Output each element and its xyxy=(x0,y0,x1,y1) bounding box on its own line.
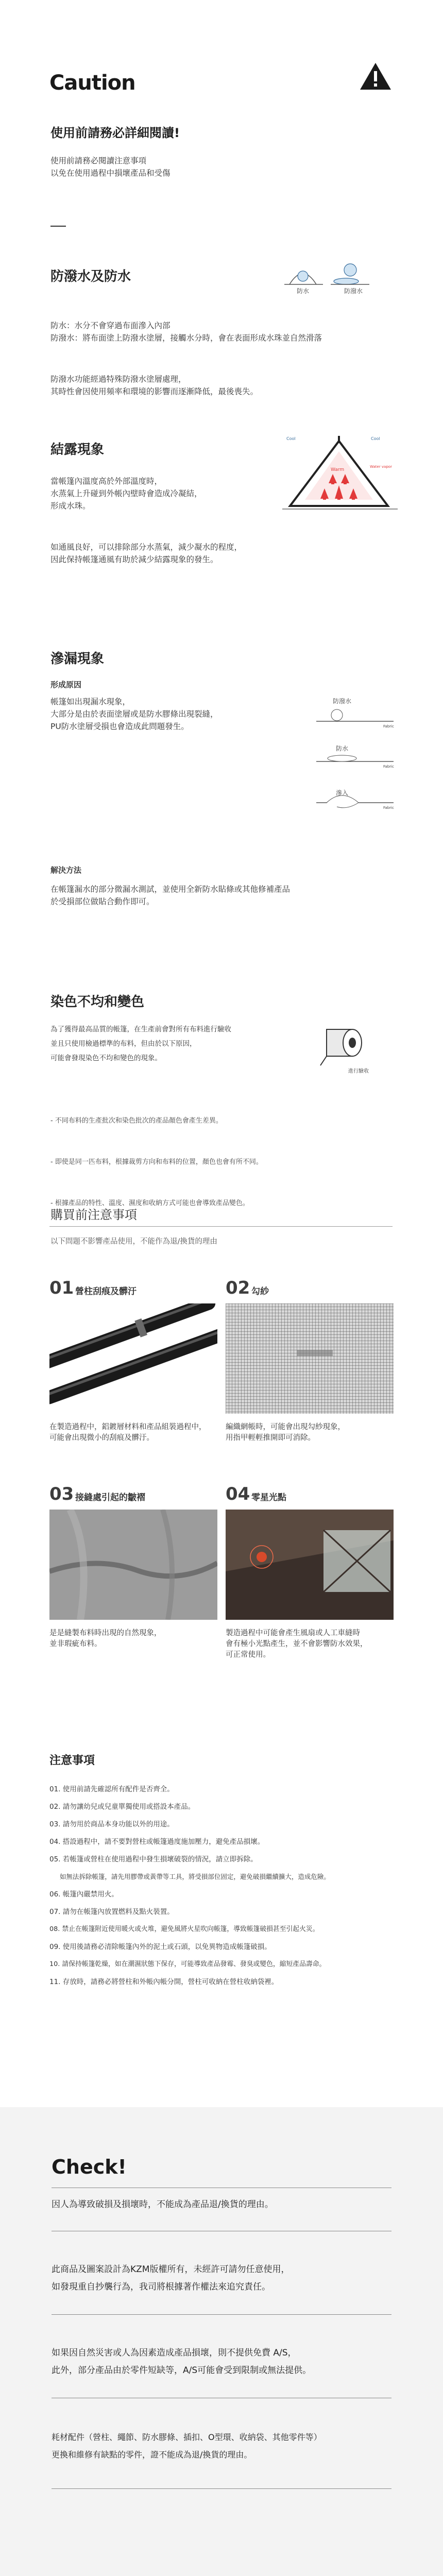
waterproof-text-1: 防水：水分不會穿過布面滲入內部 防潑水：將布面塗上防潑水塗層，接觸水分時，會在表面形成水珠並自然滑落 xyxy=(50,321,322,343)
item-desc: 製造過程中可能會產生風扇或人工車縫時 會有極小光點產生，並不會影響防水效果， 可正常使用。 xyxy=(226,1629,368,1659)
inspect-label: 進行驗收 xyxy=(348,1069,369,1074)
dye-bullet: - 即使是同一匹布料，根據裁剪方向和布料的位置，顏色也會有所不同。 xyxy=(50,1158,263,1166)
item-title: 勾紗 xyxy=(251,1286,269,1297)
note-item: 04. 搭設過程中，請不要對營柱或帳篷過度施加壓力，避免產品損壞。 xyxy=(49,1838,265,1846)
item-number: 02 xyxy=(226,1278,250,1298)
note-item: 02. 請勿讓幼兒或兒童單獨使用或搭設本產品。 xyxy=(49,1803,195,1811)
item-desc: 在製造過程中，鋁鍍層材料和產品組裝過程中， 可能會出現微小的刮痕及髒汙。 xyxy=(49,1423,207,1442)
check-paragraph: 此商品及圖案設計為KZM版權所有，未經許可請勿任意使用， 如發現重自抄襲行為，我司將根據著作權法來追究責任。 xyxy=(52,2264,290,2292)
seepage-solution-text: 在帳篷漏水的部分微漏水測試，並使用全新防水貼條或其他修補產品 於受損部位做貼合動作即可。 xyxy=(50,885,291,906)
note-item: 10. 請保持帳篷乾燥，如在潮濕狀態下保存，可能導致產品發霉、發臭或變色，縮短產品壽命。 xyxy=(49,1960,326,1968)
dye-text: 為了獲得最高品質的帳篷，在生產前會對所有布料進行驗收 並且只使用檢過標準的布料，但由於以下原因， 可能會發現染色不均和變色的現象。 xyxy=(50,1025,231,1062)
note-item: 08. 禁止在帳篷附近使用暖火或火堆，避免風將火星吹向帳篷，導致帳篷破損甚至引起火災。 xyxy=(49,1925,319,1933)
note-item: 03. 請勿用於商品本身功能以外的用途。 xyxy=(49,1820,174,1828)
divider-dash xyxy=(50,226,66,227)
item-desc: 是是縫製布料時出現的自然現象， 並非瑕疵布料。 xyxy=(49,1629,162,1648)
item-title: 接縫處引起的皺褶 xyxy=(75,1493,145,1503)
condensation-diagram xyxy=(282,434,398,516)
note-item: 05. 若帳篷或營柱在使用過程中發生損壞破裂的情況，請立即拆除。 xyxy=(49,1855,258,1863)
condensation-heading: 結露現象 xyxy=(50,442,105,457)
condensation-text-2: 如通風良好，可以排除部分水蒸氣，減少凝水的程度， 因此保持帳篷通風有助於減少結露現象的發生。 xyxy=(50,543,243,564)
item-number: 04 xyxy=(226,1484,250,1504)
check-rule xyxy=(52,2314,391,2315)
note-item: 06. 帳篷內嚴禁用火。 xyxy=(49,1890,118,1899)
seepage-cause-text: 帳篷如出現漏水現象， 大部分是由於表面塗層或是防水膠條出現裂縫， PU防水塗層受損也會造成此問題發生。 xyxy=(50,697,218,731)
note-item: 09. 使用後請務必清除帳篷內外的泥土或石頭，以免異物造成帳篷破損。 xyxy=(49,1943,271,1951)
check-paragraph: 耗材配件（營柱、繩節、防水膠條、插扣、O型環、收納袋、其他零件等） 更換和維修有缺點的零件，證不能成為退/換貨的理由。 xyxy=(52,2432,322,2460)
dye-heading: 染色不均和變色 xyxy=(50,994,145,1010)
seepage-label-waterproof: 防水 xyxy=(336,745,349,752)
check-rule xyxy=(52,2488,391,2489)
page-title: Caution xyxy=(49,71,135,95)
intro-text: 使用前請務必閱讀注意事項 以免在使用過程中損壞產品和受傷 xyxy=(50,156,171,178)
purchase-rule xyxy=(49,1226,393,1227)
note-item: 如無法拆除帳篷，請先用膠帶或黃帶等工具，將受損部位固定，避免破損繼續擴大，造成危險。 xyxy=(49,1873,330,1880)
svg-text:Cool: Cool xyxy=(286,436,296,441)
note-item: 11. 存放時，請務必將營柱和外帳內帳分開，營柱可收納在營柱收納袋裡。 xyxy=(49,1978,279,1986)
icon-label-waterproof: 防水 xyxy=(297,287,310,295)
item-title: 營柱刮痕及髒汙 xyxy=(75,1286,137,1297)
svg-text:Warm: Warm xyxy=(331,467,345,472)
dye-bullet: - 根據產品的特性、溫度、濕度和收納方式可能也會導致產品變色。 xyxy=(50,1199,249,1207)
svg-text:Water vapor: Water vapor xyxy=(370,465,392,469)
note-item: 07. 請勿在帳篷內放置燃料及點火裝置。 xyxy=(49,1908,174,1916)
svg-text:Fabric: Fabric xyxy=(383,765,394,769)
notes-list xyxy=(49,1781,400,1991)
item-title: 零星光點 xyxy=(251,1493,286,1503)
check-paragraph: 因人為導致破損及損壞時，不能成為產品退/換貨的理由。 xyxy=(52,2199,274,2210)
purchase-heading: 購買前注意事項 xyxy=(50,1208,137,1222)
check-title: Check! xyxy=(52,2156,127,2178)
notes-heading: 注意事項 xyxy=(49,1754,95,1767)
seepage-label-water-repellent: 防潑水 xyxy=(333,698,352,705)
icon-label-water-repellent: 防潑水 xyxy=(344,287,363,295)
seepage-heading: 滲漏現象 xyxy=(50,651,105,667)
seepage-diagram xyxy=(311,690,399,814)
note-item: 01. 使用前請先確認所有配件是否齊全。 xyxy=(49,1785,174,1793)
svg-text:Fabric: Fabric xyxy=(383,724,394,728)
item-number: 03 xyxy=(49,1484,74,1504)
check-paragraph: 如果因自然災害或人為因素造成產品損壞，則不提供免費 A/S， 此外，部分產品由於零件短缺等，A/S可能會受到限制或無法提供。 xyxy=(52,2348,312,2376)
waterproof-heading: 防潑水及防水 xyxy=(50,269,131,284)
tent-interior-photo xyxy=(226,1510,394,1620)
seepage-cause-title: 形成原因 xyxy=(50,680,82,689)
purchase-subheading: 以下問題不影響產品使用，不能作為退/換貨的理由 xyxy=(50,1238,217,1246)
seepage-solution-title: 解決方法 xyxy=(50,866,82,875)
svg-text:Fabric: Fabric xyxy=(383,806,394,810)
condensation-text-1: 當帳篷內溫度高於外部溫度時， 水蒸氣上升碰到外帳內壁時會造成冷凝結， 形成水珠。 xyxy=(50,477,202,511)
item-number: 01 xyxy=(49,1278,74,1298)
pole-photo xyxy=(49,1303,217,1414)
seam-photo xyxy=(49,1510,217,1620)
dye-bullet: - 不同布料的生產批次和染色批次的產品顏色會產生差異。 xyxy=(50,1117,223,1125)
mesh-photo xyxy=(226,1303,394,1414)
item-desc: 編織網帳時，可能會出現勾紗現象， 用指甲輕輕推開即可消除。 xyxy=(226,1423,345,1442)
svg-text:Cool: Cool xyxy=(371,436,380,441)
seepage-label-penetration: 滲入 xyxy=(336,789,349,796)
fabric-roll-illustration xyxy=(317,1018,374,1070)
intro-heading: 使用前請務必詳細閱讀! xyxy=(50,126,180,140)
warning-triangle-icon xyxy=(359,61,393,92)
waterproof-text-2: 防潑水功能經過特殊防潑水塗層處理， 其時性會因使用頻率和環境的影響而逐漸降低，最後喪失。 xyxy=(50,375,259,396)
